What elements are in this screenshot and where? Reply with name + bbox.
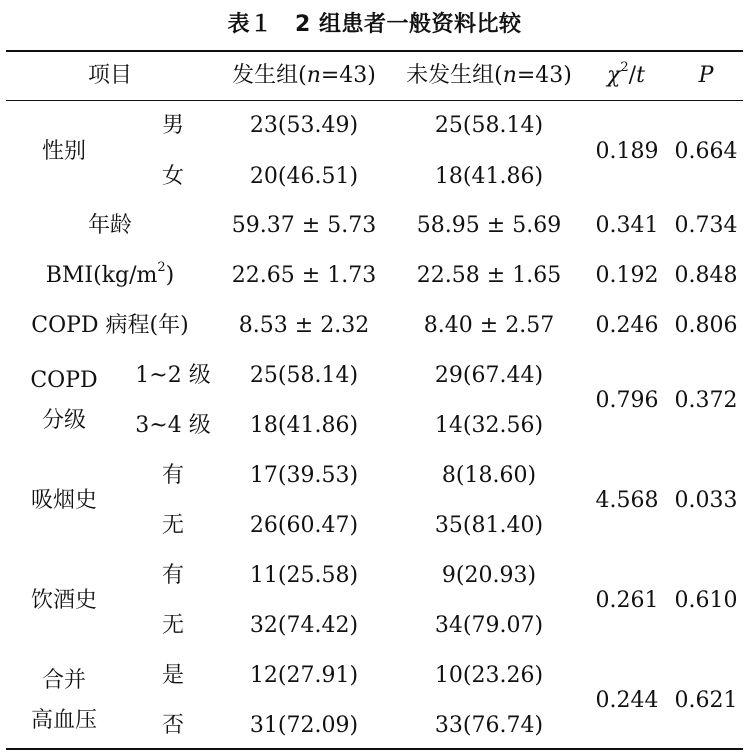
- row-b-bmi: 22.58 ± 1.65: [416, 263, 562, 288]
- header-group-a-n: n: [306, 63, 321, 88]
- bmi-label-main: BMI(kg/m: [45, 263, 158, 288]
- p-age: 0.734: [674, 213, 738, 238]
- row-label-drinking: 饮酒史: [30, 588, 98, 613]
- row-b-smoking-yes: 8(18.60): [441, 463, 537, 488]
- row-a-age: 59.37 ± 5.73: [231, 213, 377, 238]
- row-sub-grade-3-4: 3~4 级: [135, 413, 211, 438]
- stat-hypertension: 0.244: [595, 688, 659, 713]
- p-sex: 0.664: [674, 139, 738, 164]
- p-hypertension: 0.621: [674, 688, 738, 713]
- row-b-grade-1-2: 29(67.44): [434, 363, 544, 388]
- row-a-grade-1-2: 25(58.14): [249, 363, 359, 388]
- bmi-label-tail: ): [165, 263, 175, 288]
- row-a-smoking-no: 26(60.47): [249, 513, 359, 538]
- stat-sex: 0.189: [595, 139, 659, 164]
- row-a-hypertension-yes: 12(27.91): [249, 663, 359, 688]
- header-item: 项目: [87, 63, 133, 88]
- row-sub-drinking-no: 无: [161, 613, 185, 638]
- row-label-copd: COPD: [30, 368, 98, 393]
- stat-smoking: 4.568: [595, 488, 659, 513]
- row-a-grade-3-4: 18(41.86): [249, 413, 359, 438]
- header-group-b-n: n: [502, 63, 517, 88]
- stat-age: 0.341: [595, 213, 659, 238]
- header-rule: [6, 100, 743, 101]
- row-b-copd-course: 8.40 ± 2.57: [423, 313, 555, 338]
- row-sub-smoking-yes: 有: [161, 463, 185, 488]
- row-label-grade: 分级: [41, 408, 87, 433]
- row-sub-female: 女: [161, 164, 185, 189]
- header-group-b-suffix: =43): [516, 63, 572, 88]
- stat-bmi: 0.192: [595, 263, 659, 288]
- row-label-age: 年龄: [87, 213, 133, 238]
- row-b-smoking-no: 35(81.40): [434, 513, 544, 538]
- row-a-drinking-no: 32(74.42): [249, 613, 359, 638]
- row-label-copd-course: COPD 病程(年): [31, 313, 189, 338]
- table-title: 表１ 2 组患者一般资料比较: [227, 12, 522, 37]
- header-group-b-prefix: 未发生组(: [406, 63, 503, 88]
- row-a-female: 20(46.51): [249, 164, 359, 189]
- p-copd-course: 0.806: [674, 313, 738, 338]
- header-chi-sup: 2: [620, 59, 629, 75]
- row-sub-hypertension-yes: 是: [161, 663, 185, 688]
- row-a-smoking-yes: 17(39.53): [249, 463, 359, 488]
- top-rule: [6, 50, 743, 52]
- stat-copd-grade: 0.796: [595, 388, 659, 413]
- row-label-sex: 性别: [41, 139, 87, 164]
- row-b-hypertension-yes: 10(23.26): [434, 663, 544, 688]
- row-b-hypertension-no: 33(76.74): [434, 713, 544, 738]
- header-chi: χ: [607, 63, 621, 88]
- row-a-drinking-yes: 11(25.58): [249, 563, 359, 588]
- row-sub-male: 男: [161, 113, 185, 138]
- header-group-b: [406, 61, 572, 91]
- row-b-age: 58.95 ± 5.69: [416, 213, 562, 238]
- header-stat: [607, 61, 645, 91]
- row-b-female: 18(41.86): [434, 164, 544, 189]
- row-a-bmi: 22.65 ± 1.73: [231, 263, 377, 288]
- row-sub-drinking-yes: 有: [161, 563, 185, 588]
- header-group-a: [232, 61, 376, 91]
- row-label-combined: 合并: [41, 668, 87, 693]
- p-bmi: 0.848: [674, 263, 738, 288]
- row-label-bmi: [46, 261, 175, 291]
- stat-drinking: 0.261: [595, 588, 659, 613]
- row-b-male: 25(58.14): [434, 113, 544, 138]
- row-b-drinking-no: 34(79.07): [434, 613, 544, 638]
- bottom-rule: [6, 748, 743, 750]
- row-label-hypertension: 高血压: [30, 708, 98, 733]
- row-sub-hypertension-no: 否: [161, 713, 185, 738]
- header-stat-slash: /: [628, 63, 637, 88]
- row-a-copd-course: 8.53 ± 2.32: [238, 313, 370, 338]
- header-p: P: [698, 63, 714, 88]
- row-b-drinking-yes: 9(20.93): [441, 563, 537, 588]
- header-t: t: [636, 63, 645, 88]
- bmi-label-sup: 2: [157, 259, 166, 275]
- row-sub-smoking-no: 无: [161, 513, 185, 538]
- row-sub-grade-1-2: 1~2 级: [135, 363, 211, 388]
- p-smoking: 0.033: [674, 488, 738, 513]
- header-group-a-prefix: 发生组(: [232, 63, 307, 88]
- header-group-a-suffix: =43): [320, 63, 376, 88]
- row-label-smoking: 吸烟史: [30, 488, 98, 513]
- p-drinking: 0.610: [674, 588, 738, 613]
- stat-copd-course: 0.246: [595, 313, 659, 338]
- row-b-grade-3-4: 14(32.56): [434, 413, 544, 438]
- row-a-hypertension-no: 31(72.09): [249, 713, 359, 738]
- p-copd-grade: 0.372: [674, 388, 738, 413]
- row-a-male: 23(53.49): [249, 113, 359, 138]
